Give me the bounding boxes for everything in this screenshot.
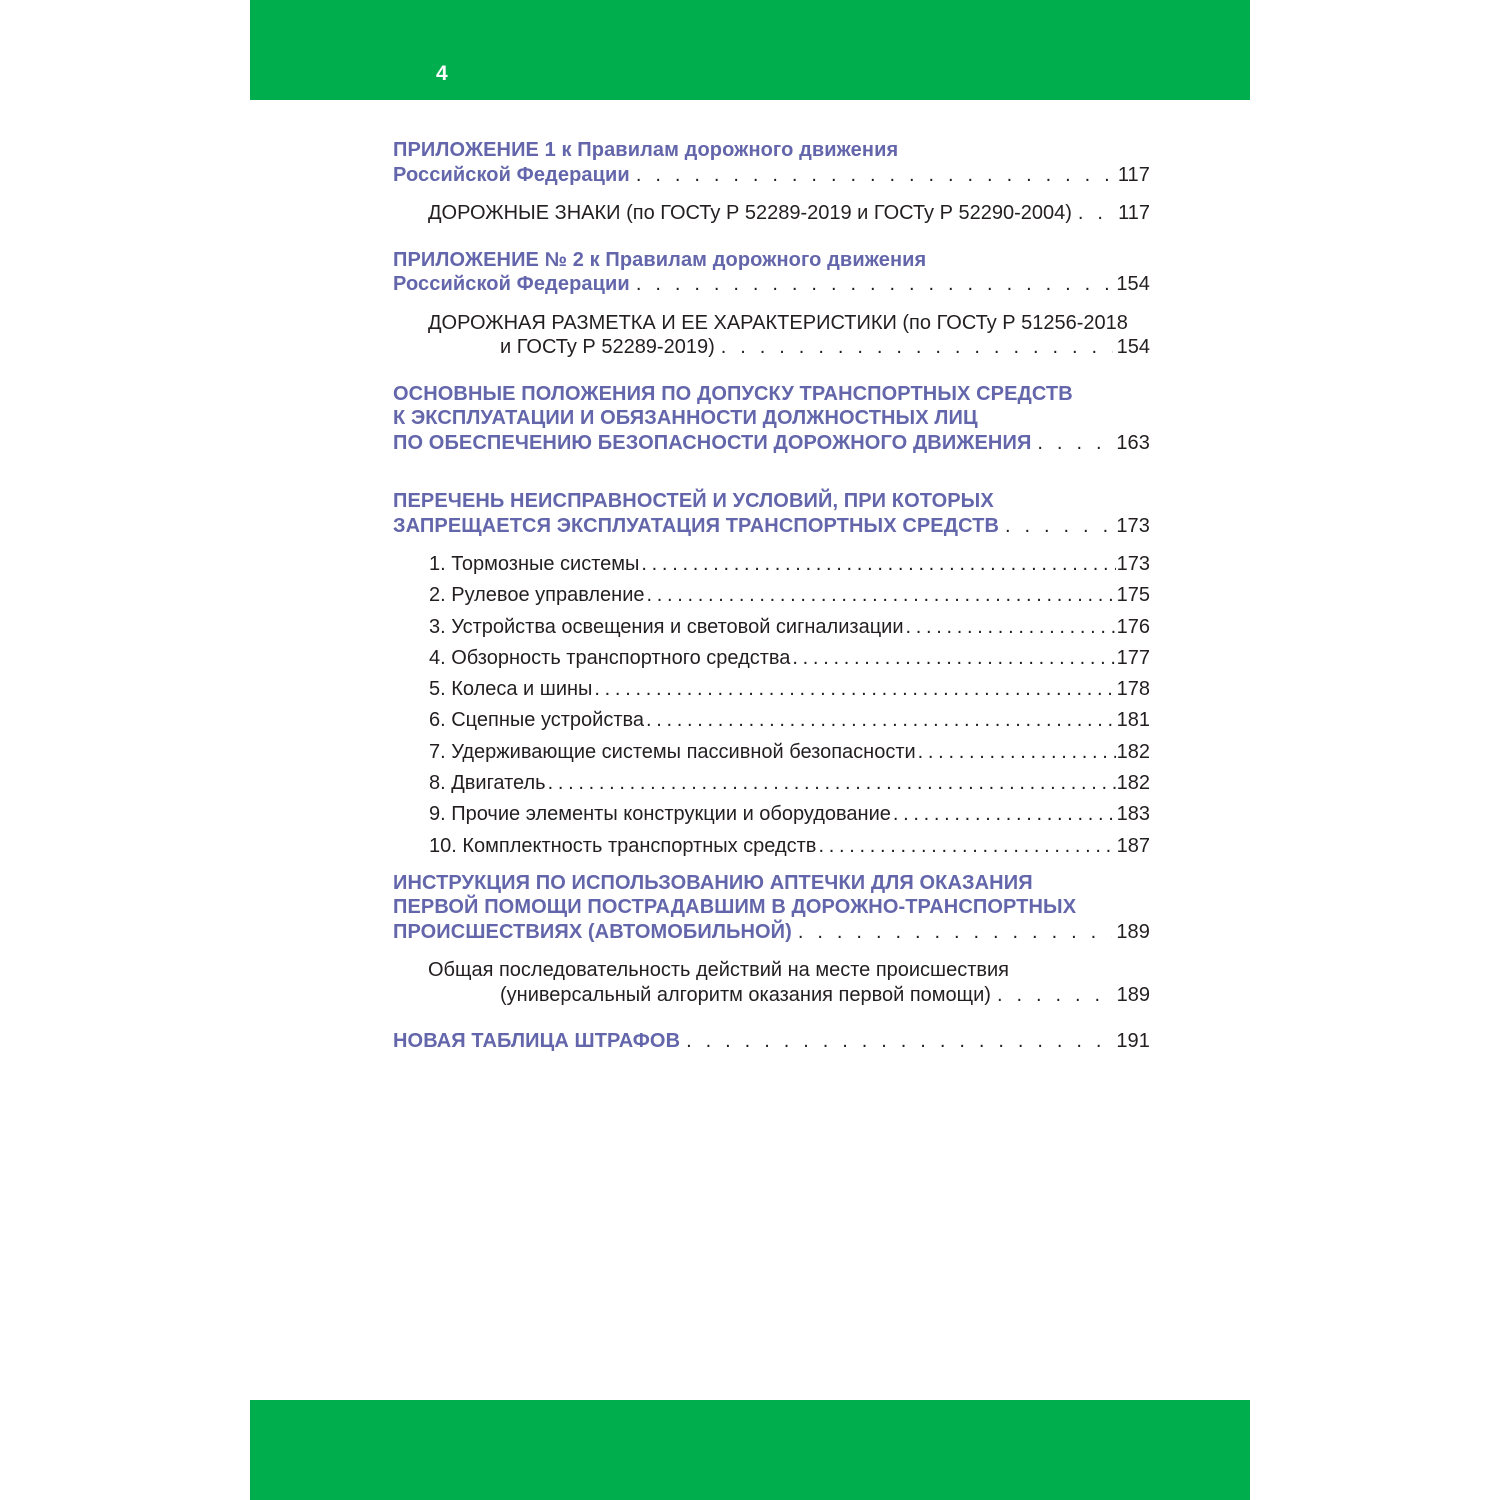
toc-basic-provisions-line3: ПО ОБЕСПЕЧЕНИЮ БЕЗОПАСНОСТИ ДОРОЖНОГО ДВИЖЕНИЯ xyxy=(393,431,1032,454)
toc-first-aid-line3: ПРОИСШЕСТВИЯХ (АВТОМОБИЛЬНОЙ) xyxy=(393,920,792,943)
toc-faults-item xyxy=(393,834,1150,858)
toc-page-number: 163 xyxy=(1116,431,1150,454)
toc-page-number: 187 xyxy=(1116,834,1150,857)
toc-page-number: 181 xyxy=(1116,709,1150,732)
toc-appendix-1-line1: ПРИЛОЖЕНИЕ 1 к Правилам дорожного движения xyxy=(393,139,899,161)
toc-appendix-2-line1: ПРИЛОЖЕНИЕ № 2 к Правилам дорожного движения xyxy=(393,248,927,271)
toc-page-number: 173 xyxy=(1116,553,1150,575)
leader-dots xyxy=(893,802,1116,826)
leader-dots xyxy=(686,1029,1112,1054)
toc-first-aid-sequence-line1: Общая последовательность действий на месте происшествия xyxy=(428,959,1010,982)
leader-dots xyxy=(1005,514,1112,539)
toc-page-number: 182 xyxy=(1116,772,1150,795)
toc-faults-item xyxy=(393,646,1150,670)
leader-dots xyxy=(818,834,1115,858)
toc-first-aid-sequence-line2: (универсальный алгоритм оказания первой помощи) xyxy=(500,983,991,1006)
toc-page-number: 183 xyxy=(1116,803,1150,826)
toc-page-number: 173 xyxy=(1116,514,1150,537)
bottom-green-band xyxy=(250,1400,1250,1500)
leader-dots xyxy=(548,771,1116,795)
toc-page-number: 117 xyxy=(1117,163,1150,186)
toc-faults-item xyxy=(393,771,1150,795)
toc-faults-line1: ПЕРЕЧЕНЬ НЕИСПРАВНОСТЕЙ И УСЛОВИЙ, ПРИ КОТОРЫХ xyxy=(393,490,994,512)
leader-dots xyxy=(792,646,1115,670)
toc-appendix-1-line2: Российской Федерации xyxy=(393,163,630,186)
toc-basic-provisions-line2: К ЭКСПЛУАТАЦИИ И ОБЯЗАННОСТИ ДОЛЖНОСТНЫХ ЛИЦ xyxy=(393,407,978,429)
toc-faults-item xyxy=(393,708,1150,732)
toc-faults-item-title: 10. Комплектность транспортных средств xyxy=(429,834,817,857)
toc-faults xyxy=(393,489,1150,538)
leader-dots xyxy=(646,708,1116,732)
toc-faults-item xyxy=(393,552,1150,576)
toc-page-number: 189 xyxy=(1116,920,1150,943)
toc-appendix-2 xyxy=(393,248,1150,297)
toc-faults-line2: ЗАПРЕЩАЕТСЯ ЭКСПЛУАТАЦИЯ ТРАНСПОРТНЫХ СРЕДСТВ xyxy=(393,514,999,537)
page-number: 4 xyxy=(436,62,448,85)
leader-dots xyxy=(997,983,1113,1008)
leader-dots xyxy=(636,163,1114,188)
leader-dots xyxy=(641,552,1115,576)
leader-dots xyxy=(636,272,1113,297)
toc-fines-title: НОВАЯ ТАБЛИЦА ШТРАФОВ xyxy=(393,1030,681,1053)
toc-faults-item xyxy=(393,802,1150,826)
leader-dots xyxy=(721,335,1113,360)
toc-faults-item xyxy=(393,677,1150,701)
toc-faults-list xyxy=(393,552,1150,858)
toc-appendix-1 xyxy=(393,138,1150,187)
toc-first-aid-line2: ПЕРВОЙ ПОМОЩИ ПОСТРАДАВШИМ В ДОРОЖНО-ТРАНСПОРТНЫХ xyxy=(393,896,1077,919)
toc-faults-item-title: 2. Рулевое управление xyxy=(429,584,645,607)
leader-dots xyxy=(906,615,1116,639)
toc-page-number: 182 xyxy=(1116,740,1150,763)
toc-faults-item xyxy=(393,583,1150,607)
leader-dots xyxy=(647,583,1116,607)
toc-page-number: 189 xyxy=(1116,983,1150,1006)
toc-fines xyxy=(393,1029,1150,1054)
toc-faults-item-title: 4. Обзорность транспортного средства xyxy=(429,646,791,669)
toc-road-signs xyxy=(393,201,1150,226)
toc-road-signs-title: ДОРОЖНЫЕ ЗНАКИ (по ГОСТу Р 52289-2019 и ГОСТу Р 52290-2004) xyxy=(428,202,1072,224)
toc-faults-item-title: 9. Прочие элементы конструкции и оборудование xyxy=(429,803,891,826)
leader-dots xyxy=(918,740,1116,764)
toc-road-marking-line2: и ГОСТу Р 52289-2019) xyxy=(500,336,715,358)
leader-dots xyxy=(798,920,1112,945)
toc-faults-item-title: 7. Удерживающие системы пассивной безопасности xyxy=(429,740,916,763)
toc-page-number: 175 xyxy=(1116,584,1150,607)
toc-basic-provisions-line1: ОСНОВНЫЕ ПОЛОЖЕНИЯ ПО ДОПУСКУ ТРАНСПОРТНЫХ СРЕДСТВ xyxy=(393,382,1073,405)
toc-road-marking-line1: ДОРОЖНАЯ РАЗМЕТКА И ЕЕ ХАРАКТЕРИСТИКИ (по ГОСТу Р 51256-2018 xyxy=(428,311,1128,334)
toc-page-number: 154 xyxy=(1116,273,1150,295)
toc-faults-item-title: 5. Колеса и шины xyxy=(429,678,593,701)
toc-page-number: 117 xyxy=(1118,202,1150,224)
toc-road-marking xyxy=(393,311,1150,360)
toc-faults-item-title: 1. Тормозные системы xyxy=(429,553,640,575)
toc-appendix-2-line2: Российской Федерации xyxy=(393,273,630,295)
leader-dots xyxy=(1078,201,1114,226)
toc-first-aid-sequence xyxy=(393,958,1150,1007)
table-of-contents xyxy=(393,138,1150,1068)
top-green-band xyxy=(250,0,1250,100)
toc-page-number: 178 xyxy=(1116,678,1150,701)
toc-basic-provisions xyxy=(393,382,1150,456)
toc-page-number: 154 xyxy=(1116,336,1150,358)
toc-faults-item xyxy=(393,740,1150,764)
leader-dots xyxy=(1037,431,1112,456)
toc-faults-item xyxy=(393,615,1150,639)
toc-page-number: 191 xyxy=(1116,1030,1150,1053)
book-page xyxy=(250,0,1250,1500)
toc-page-number: 177 xyxy=(1116,646,1150,669)
leader-dots xyxy=(594,677,1115,701)
toc-first-aid xyxy=(393,871,1150,945)
toc-faults-item-title: 3. Устройства освещения и световой сигнализации xyxy=(429,615,904,638)
toc-first-aid-line1: ИНСТРУКЦИЯ ПО ИСПОЛЬЗОВАНИЮ АПТЕЧКИ ДЛЯ ОКАЗАНИЯ xyxy=(393,871,1033,894)
toc-page-number: 176 xyxy=(1116,615,1150,638)
toc-faults-item-title: 8. Двигатель xyxy=(429,772,546,795)
toc-faults-item-title: 6. Сцепные устройства xyxy=(429,709,644,732)
